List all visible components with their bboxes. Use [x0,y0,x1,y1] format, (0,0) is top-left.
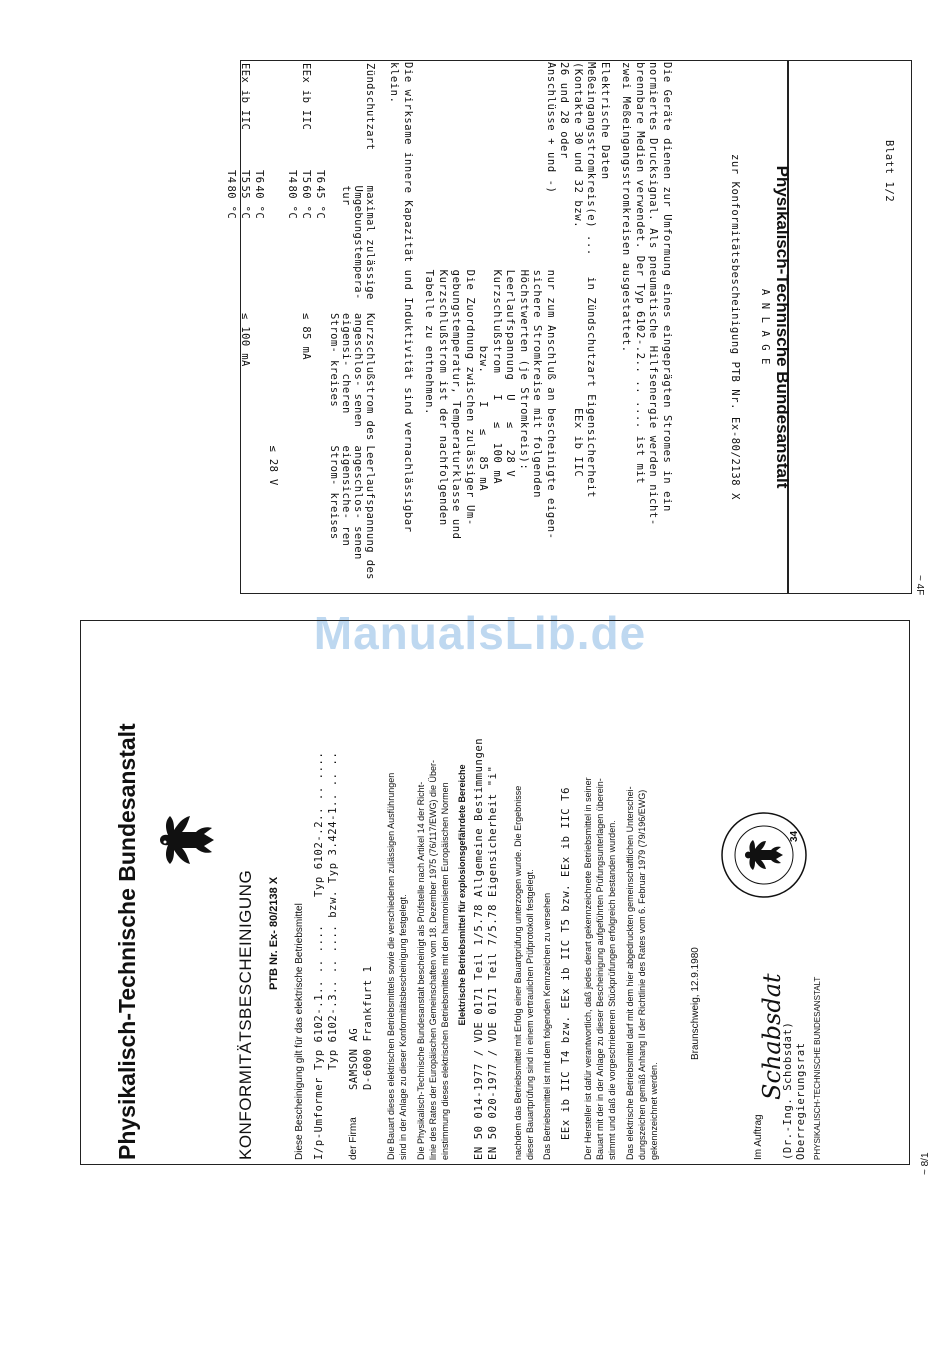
seal-text: PHYSIKALISCH-TECHNISCHE BUNDESANSTALT [812,976,822,1160]
intro-line: zwei Meßeingangsstromkreisen ausgestattet. [620,62,633,353]
text-line: Der Hersteller ist dafür verantwortlich, daß jedes derart gekennzeichnete Betriebsmittel in seiner [582,777,593,1160]
messeingang-line: sichere Stromkreise mit folgenden [531,62,544,499]
anlage-title: A N L A G E [759,288,771,366]
text-line: gekennzeichnet werden. [648,1062,659,1160]
messeingang-line: Meßeingangsstromkreis(e) ... in Zündschutzart Eigensicherheit [585,62,598,499]
col-leerlaufspannung: Leerlaufspannung des angeschlos- senen eigensiche- ren Strom- kreises [328,445,376,580]
table-row: EEx ib IIC T5 60 °C ≤ 85 mA [300,63,312,361]
messeingang-line: Tabelle zu entnehmen. [423,62,436,415]
firma-line: SAMSON AG [348,1027,360,1090]
reactance-line: Die wirksame innere Kapazität und Induktivität sind vernachlässigbar [402,62,414,533]
messeingang-line: Die Zuordnung zwischen zulässiger Um- [464,62,476,526]
watermark: ManualsLib.de [313,607,647,659]
signature-block [719,630,809,1160]
anlage-margin-mark: ~ 4F [914,575,925,596]
para-pruefung [512,630,536,1160]
text-line: Das elektrische Betriebsmittel darf mit dem hier abgedruckten gemeinschaftlichen Unterschei- [624,786,635,1160]
messeingang-line: Anschlüsse + und -) nur zum Anschluß an bescheinigte eigen- [545,62,557,540]
messeingang-line: Kurzschlußstrom ist der nachfolgenden [437,62,449,526]
intro-line: Die Geräte dienen zur Umformung eines eingeprägten Stromes in ein [661,62,673,512]
messeingang-line: Höchstwerten (je Stromkreis): [518,62,530,471]
table-row: ≤ 28 V [267,445,279,486]
table-row: T6 40 °C [253,170,265,220]
para-hersteller [582,630,618,1160]
messeingang-line: bzw. I ≤ 85 mA [477,62,490,492]
kennzeichen: EEx ib IIC T4 bzw. EEx ib IIC T5 bzw. EEx ib IIC T6 [560,787,572,1140]
ptb-number: PTB Nr. Ex- 80/2138 X [268,876,280,990]
intro-text: Diese Bescheinigung gilt für das elektrische Betriebsmittel [294,903,305,1160]
anlage-intro [619,62,673,592]
col-zuendschutzart: Zündschutzart [364,63,376,151]
seal-icon [719,810,809,900]
norm-line: EN 50 020-1977 / VDE 0171 Teil 7/5.78 Eigensicherheit "i" [486,765,499,1160]
text-line: Die Bauart dieses elektrischen Betriebsmittels sowie die verschiedenen zulässigen Ausführungen [386,772,396,1160]
para-ptb [415,630,451,1160]
text-line: Die Physikalisch-Technische Bundesanstalt bescheinigt als Prüfstelle nach Artikel 14 der Richt- [416,781,426,1160]
table-row: T4 80 °C [225,170,237,220]
norms-caption: Elektrische Betriebsmittel für explosionsgefährdete Bereiche [457,764,467,1026]
text-line: dungszeichen gemäß Anhang II der Richtlinie des Rates vom 6. Februar 1979 (79/196/EWG) [636,789,647,1160]
temperature-table [224,62,377,582]
firma-label: der Firma [348,1117,359,1160]
anlage-subtitle: zur Konformitätsbescheinigung PTB Nr. Ex-80/2138 X [729,153,741,501]
eagle-icon [152,810,222,870]
signer-line: (Dr.-Ing. Schobsdat) [781,1021,794,1160]
table-row: T4 80 °C [286,170,298,220]
place-date: Braunschweig, 12.9.1980 [689,947,701,1060]
firma-line: D-6000 Frankfurt 1 [361,965,374,1090]
anlage-footer: Blatt 1/2 [883,140,895,203]
messeingang-line: (Kontakte 30 und 32 bzw. EEx ib IIC [572,62,584,478]
para-vertrieb [624,630,660,1160]
para-bauart [385,630,409,1160]
text-line: dieser Bauartprüfung sind in einem vertraulichen Prüfprotokoll festgelegt. [525,869,535,1160]
intro-line: brennbare Medien verwendet. Der Typ 6102-.2.. .. .... ist mit [634,62,646,485]
text-line: sind in der Anlage zu dieser Konformitätsbescheinigung festgelegt. [398,894,408,1160]
intro-line: normiertes Drucksignal. Als pneumatische Hilfsenergie werden nicht- [647,62,660,526]
text-line: stimmt und daß die vorgeschriebenen Stückprüfungen erfolgreich bestanden wurden. [606,820,617,1160]
messeingang-line: gebungstemperatur, Temperaturklasse und [450,62,463,540]
norms-list [473,630,500,1160]
table-row: T6 45 °C [314,170,326,220]
text-line: linie des Rates der Europäischen Gemeinschaften vom 18. Dezember 1975 (76/117/EWG) die Über- [428,759,438,1160]
certificate-margin-mark: ~ 8/1 [920,1152,931,1175]
messeingang-line: Kurzschlußstrom I ≤ 100 mA [491,62,503,485]
elektrische-daten-title: Elektrische Daten [599,62,611,180]
anlage-body [225,62,775,592]
reactance-note [387,62,414,592]
manufacturer [348,630,375,1160]
certificate-header: Physikalisch-Technische Bundesanstalt [114,723,140,1160]
device-line: Typ 6102-.3.. .. .... bzw. Typ 3.424-1.. .. .. [326,751,339,1160]
signature: Schabsdat [757,973,786,1100]
device-line: I/p-Umformer Typ 6102-.1.. .. .... Typ 6102-.2.. .. .... [313,751,325,1160]
signer-line: Oberregierungsrat [795,1042,807,1160]
certificate-title: KONFORMITÄTSBESCHEINIGUNG [236,869,255,1160]
im-auftrag: Im Auftrag [752,1114,764,1160]
reactance-line: klein. [388,62,401,104]
text-line: einstimmung dieses elektrischen Betriebsmittels mit den harmonisierten Europäischen Normen [440,782,450,1160]
col-temperatur: maximal zulässige Umgebungstempera- tur [340,185,376,300]
kennzeichen-caption: Das Betriebsmittel ist mit dem folgenden Kennzeichen zu versehen [542,892,552,1160]
messeingang-line: Leerlaufspannung U ≤ 28 V [504,62,517,478]
official-seal [719,810,809,900]
certificate-body [112,630,912,1160]
eagle-emblem [152,810,222,870]
messeingang-block [422,62,598,592]
device-types [313,630,340,1160]
norm-line: EN 50 014-1977 / VDE 0171 Teil 1/5.78 Allgemeine Bestimmungen [473,737,485,1160]
text-line: nachdem das Betriebsmittel mit Erfolg einer Bauartprüfung unterzogen wurde. Die Ergebnisse [513,785,523,1160]
messeingang-line: 26 und 28 oder [558,62,571,159]
anlage-header-title: Physikalisch-Technische Bundesanstalt [773,165,792,489]
col-kurzschlussstrom: Kurzschlußstrom des angeschlos- senen eigensi- cheren Strom- kreises [328,312,376,441]
table-row: EEx ib IIC T5 55 °C ≤ 100 mA [239,63,251,367]
seal-number: 34 [788,830,800,842]
text-line: Bauart mit der in der Anlage zu dieser Bescheinigung aufgeführten Prüfungsunterlagen überein- [594,778,605,1160]
